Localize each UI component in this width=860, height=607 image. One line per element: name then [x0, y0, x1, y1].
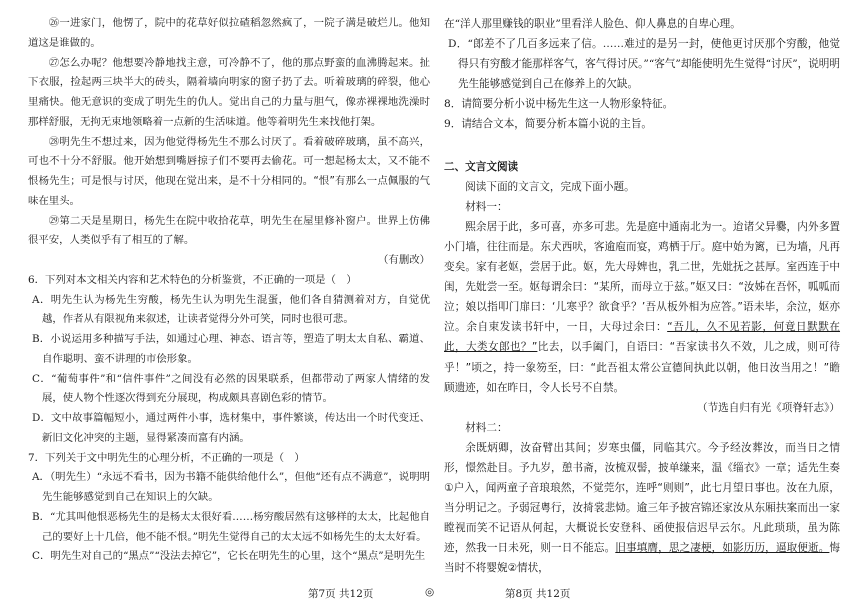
right-column [444, 14, 840, 579]
story-paragraph: ㉘明先生不想过来，因为他觉得杨先生不那么讨厌了。看着破碎玻璃，虽不高兴，可也不十分不舒服。他开始想到嘴唇掠子们不要再去偷花。可一想起杨太太，又不能不恨杨先生；可是恨与讨厌，他现在觉出来，是不十分相同的。“恨”有那么一点佩服的气味在里头。 [28, 135, 430, 207]
material-1-label: 材料一： [465, 200, 508, 213]
material-1-source: （节选自归有光《项脊轩志》） [696, 401, 840, 414]
question-8: 8．请简要分析小说中杨先生这一人物形象特征。 [444, 98, 674, 111]
question-9: 9．请结合文本，简要分析本篇小说的主旨。 [444, 118, 653, 131]
source-note: （有删改） [378, 254, 430, 266]
question-6-option-b: B．小说运用多种描写手法，如通过心理、神态、语言等，塑造了明太太自私、霸道、自作聪明、蛮不讲理的市侩形象。 [32, 333, 430, 365]
question-7-option-c-continued: 在“洋人那里赚钱的职业”里看洋人脸色、仰人鼻息的自卑心理。 [444, 18, 741, 30]
underlined-sentence: “吾儿，久不见若影，何竟日默默在此，大类女郎也？” [444, 321, 841, 354]
material-2-label: 材料二： [465, 421, 508, 434]
question-7-option-a: A．（明先生）“永远不看书，因为书籍不能供给他什么”，但他“还有点不满意”，说明明先生能够感觉到自己在知识上的欠缺。 [32, 471, 430, 503]
question-7-option-b: B．“尤其叫他恨恶杨先生的是杨太太很好看……杨穷酸居然有这够样的太太，比起他自己的要好上十几倍，他不能不恨。”明先生觉得自己的太太远不如杨先生的太太好看。 [32, 510, 430, 543]
underlined-sentence: 旧事填膺，思之凄梗，如影历历，逼取便逝。 [615, 542, 830, 555]
page-footer-right: 第8页 共12页 [505, 588, 571, 600]
center-binding-mark: ◎ [425, 586, 435, 598]
page-footer-left: 第7页 共12页 [308, 588, 374, 600]
question-6-option-c: C．“葡萄事件”和“信件事件”之间没有必然的因果联系，但都带动了两家人情绪的发展，使人物个性逐次得到充分展现，构成颇具喜剧色彩的情节。 [32, 372, 430, 405]
section-title: 二、文言文阅读 [444, 160, 519, 173]
material-1-text-part: 比去，以手阖门，自语曰：“吾家读书久不效，儿之成，则可待乎！”顷之，持一象笏至，曰：“此吾祖太常公宣德间执此以朝，他日汝当用之！”瞻顾遗迹，如在昨日，令人长号不自禁。 [444, 341, 840, 394]
question-6-option-d: D．文中故事篇幅短小，通过两件小事，选材集中，事件繁谈，传达出一个时代变迁、新旧文化冲突的主题，显得紧凑而富有内涵。 [32, 412, 430, 444]
left-column [28, 14, 430, 567]
material-1-text [444, 217, 840, 398]
question-6-stem: 6．下列对本文相关内容和艺术特色的分析鉴赏，不正确的一项是（ ） [28, 273, 357, 286]
material-1-text-part: 熙余居于此，多可喜，亦多可悲。先是庭中通南北为一。迨诸父异爨，内外多置小门墙，往往而是。东犬西吠，客逾庖而宴，鸡栖于厅。庭中始为篱，已为墙，凡再变矣。家有老妪，尝居于此。妪，先大母婢也，乳二世，先妣抚之甚厚。室西连于中闺，先妣尝一至。妪每谓余曰：“某所，而母立于兹。”妪又曰：“汝姊在吾怀，呱呱而泣；娘以指叩门扉曰：‘儿寒乎？欲食乎？’吾从板外相为应答。”语未毕，余泣，妪亦泣。余自束发读书轩中，一日，大母过余曰： [444, 220, 840, 334]
question-6-option-a: A．明先生认为杨先生穷酸，杨先生认为明先生混蛋，他们各自猜测着对方，自觉优越，作者从有限视角来叙述，让读者觉得分外可笑，同时也很可悲。 [32, 293, 430, 326]
material-2-text-part: 余既炳卿，汝奋臂出其间；岁寒虫僵，同临其穴。今予经汝葬汝，而当日之情形，憬然赴目。予九岁，憩书斋，汝梳双髻，披单缣来，温《缁衣》一章；适先生奏①户入，闻两童子音琅琅然，不觉莞尔，连呼“则则”，此七月望日事也。汝在九原，当分明记之。予弱冠粤行，汝掎裳悲恸。逾三年予披宫锦还家汝从东厢扶案而出一家瞠视而笑不记语从何起，大概说长安登科、函使报信迟早云尔。凡此琐琐，虽为陈迹，然我一日未死，则一日不能忘。 [444, 441, 840, 555]
story-paragraph: ㉙第二天是星期日，杨先生在院中收拾花草，明先生在屋里修补窗户。世界上仿佛很平安，人类似乎有了相互的了解。 [28, 214, 430, 247]
story-paragraph: ㉗怎么办呢？他想要冷静地找主意，可冷静不了，他的那点野蛮的血沸腾起来。扯下衣服，捡起两三块半大的砖头，隔着墙向明家的窗子扔了去。听着玻璃的碎裂，他心里痛快。他无意识的变成了明先生的仇人。觉出自己的力量与胆气，像赤裸裸地洗澡时那样舒服，无拘无束地领略着一点新的生活味道。他等着明先生来找他打架。 [28, 56, 430, 128]
material-2-text-part: 悔当时不将婴婗②情状， [444, 542, 841, 575]
question-7-stem: 7．下列关于文中明先生的心理分析，不正确的一项是（ ） [28, 451, 305, 464]
material-2-text [444, 438, 840, 579]
question-7-option-c: C．明先生对自己的“黑点”“没法去掉它”，它长在明先生的心里，这个“黑点”是明先生 [32, 550, 426, 563]
question-7-option-d: D．“郎差不了几百多远来了信。……难过的是另一封，使他更讨厌那个穷酸，他觉得只有穷酸才能那样客气，客气得讨厌。”“客气”却能使明先生觉得“讨厌”，说明明先生能够感觉到自己在修养上的欠缺。 [448, 38, 840, 91]
story-paragraph: ㉖一进家门，他愣了，院中的花草好似拉碴稻忽然疯了，一院子满是破烂儿。他知道这是谁做的。 [28, 17, 430, 49]
section-instruction: 阅读下面的文言文，完成下面小题。 [465, 180, 635, 193]
